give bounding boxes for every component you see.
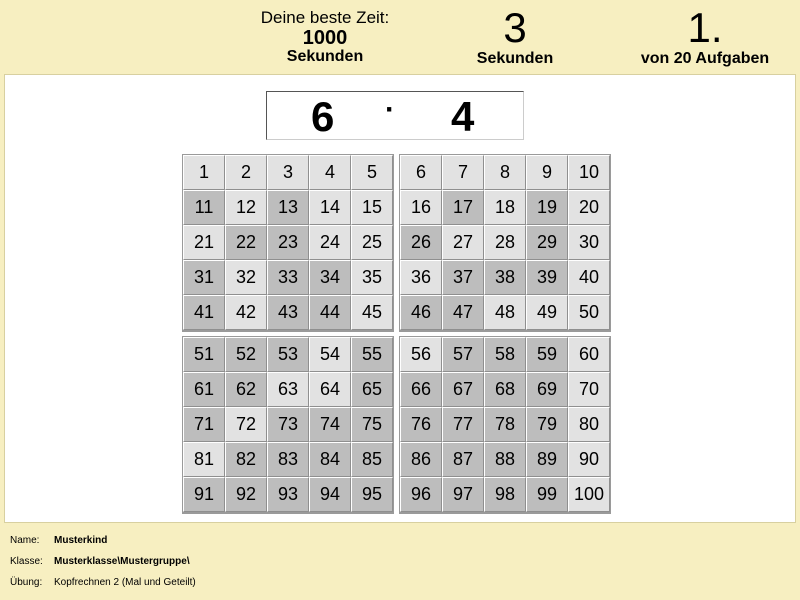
task-display [266,91,524,140]
operand-a: 6 [311,93,335,140]
number-cell-94[interactable]: 94 [309,477,351,512]
number-cell-1[interactable]: 1 [183,155,225,190]
number-cell-88[interactable]: 88 [484,442,526,477]
number-cell-74[interactable]: 74 [309,407,351,442]
number-cell-67[interactable]: 67 [442,372,484,407]
number-cell-17[interactable]: 17 [442,190,484,225]
number-cell-22[interactable]: 22 [225,225,267,260]
timer-unit: Sekunden [476,50,554,67]
number-cell-90[interactable]: 90 [568,442,610,477]
number-cell-58[interactable]: 58 [484,337,526,372]
number-cell-73[interactable]: 73 [267,407,309,442]
number-cell-79[interactable]: 79 [526,407,568,442]
number-cell-44[interactable]: 44 [309,295,351,330]
number-cell-72[interactable]: 72 [225,407,267,442]
number-block-1-50-right [399,154,611,332]
number-cell-4[interactable]: 4 [309,155,351,190]
number-cell-24[interactable]: 24 [309,225,351,260]
number-cell-76[interactable]: 76 [400,407,442,442]
number-cell-34[interactable]: 34 [309,260,351,295]
operand-b: 4 [451,93,475,140]
number-cell-25[interactable]: 25 [351,225,393,260]
number-cell-43[interactable]: 43 [267,295,309,330]
number-block-51-100-right [399,336,611,514]
number-cell-40[interactable]: 40 [568,260,610,295]
number-cell-71[interactable]: 71 [183,407,225,442]
name-label: Name: [10,535,40,546]
number-cell-28[interactable]: 28 [484,225,526,260]
number-cell-70[interactable]: 70 [568,372,610,407]
number-cell-59[interactable]: 59 [526,337,568,372]
number-cell-77[interactable]: 77 [442,407,484,442]
number-block-51-100-left [182,336,394,514]
number-cell-33[interactable]: 33 [267,260,309,295]
number-cell-38[interactable]: 38 [484,260,526,295]
number-cell-92[interactable]: 92 [225,477,267,512]
timer-value: 3 [503,4,527,51]
number-block-1-50-left [182,154,394,332]
number-cell-19[interactable]: 19 [526,190,568,225]
number-cell-46[interactable]: 46 [400,295,442,330]
task-progress [620,6,790,68]
number-cell-69[interactable]: 69 [526,372,568,407]
number-cell-12[interactable]: 12 [225,190,267,225]
number-cell-8[interactable]: 8 [484,155,526,190]
progress-value: 1. [687,4,723,51]
number-cell-51[interactable]: 51 [183,337,225,372]
number-cell-13[interactable]: 13 [267,190,309,225]
number-cell-66[interactable]: 66 [400,372,442,407]
number-cell-18[interactable]: 18 [484,190,526,225]
number-cell-31[interactable]: 31 [183,260,225,295]
number-cell-78[interactable]: 78 [484,407,526,442]
number-cell-54[interactable]: 54 [309,337,351,372]
number-cell-89[interactable]: 89 [526,442,568,477]
number-cell-26[interactable]: 26 [400,225,442,260]
best-time-label: Deine beste Zeit: [260,8,390,27]
number-cell-86[interactable]: 86 [400,442,442,477]
number-cell-41[interactable]: 41 [183,295,225,330]
number-cell-62[interactable]: 62 [225,372,267,407]
number-cell-93[interactable]: 93 [267,477,309,512]
number-cell-10[interactable]: 10 [568,155,610,190]
number-cell-36[interactable]: 36 [400,260,442,295]
number-cell-95[interactable]: 95 [351,477,393,512]
current-timer [455,6,575,68]
number-cell-98[interactable]: 98 [484,477,526,512]
number-cell-30[interactable]: 30 [568,225,610,260]
number-cell-23[interactable]: 23 [267,225,309,260]
best-time-display [240,8,410,66]
number-cell-14[interactable]: 14 [309,190,351,225]
number-cell-20[interactable]: 20 [568,190,610,225]
number-cell-11[interactable]: 11 [183,190,225,225]
number-cell-68[interactable]: 68 [484,372,526,407]
exercise-value: Kopfrechnen 2 (Mal und Geteilt) [54,577,196,588]
number-cell-47[interactable]: 47 [442,295,484,330]
number-cell-87[interactable]: 87 [442,442,484,477]
number-cell-75[interactable]: 75 [351,407,393,442]
number-cell-53[interactable]: 53 [267,337,309,372]
best-time-unit: Sekunden [286,48,364,65]
number-cell-45[interactable]: 45 [351,295,393,330]
number-cell-21[interactable]: 21 [183,225,225,260]
student-info [10,530,196,593]
progress-text: von 20 Aufgaben [640,50,770,67]
number-cell-7[interactable]: 7 [442,155,484,190]
number-cell-63[interactable]: 63 [267,372,309,407]
name-value: Musterkind [54,535,108,546]
number-cell-57[interactable]: 57 [442,337,484,372]
number-cell-3[interactable]: 3 [267,155,309,190]
class-value: Musterklasse\Mustergruppe\ [54,556,190,567]
number-cell-83[interactable]: 83 [267,442,309,477]
number-cell-99[interactable]: 99 [526,477,568,512]
number-cell-37[interactable]: 37 [442,260,484,295]
number-cell-16[interactable]: 16 [400,190,442,225]
number-cell-50[interactable]: 50 [568,295,610,330]
number-cell-15[interactable]: 15 [351,190,393,225]
number-cell-27[interactable]: 27 [442,225,484,260]
operator: · [385,93,395,126]
number-cell-56[interactable]: 56 [400,337,442,372]
class-label: Klasse: [10,556,43,567]
number-cell-64[interactable]: 64 [309,372,351,407]
number-cell-61[interactable]: 61 [183,372,225,407]
number-cell-32[interactable]: 32 [225,260,267,295]
number-cell-82[interactable]: 82 [225,442,267,477]
number-cell-60[interactable]: 60 [568,337,610,372]
number-cell-6[interactable]: 6 [400,155,442,190]
number-cell-96[interactable]: 96 [400,477,442,512]
number-cell-9[interactable]: 9 [526,155,568,190]
exercise-label: Übung: [10,577,43,588]
number-cell-35[interactable]: 35 [351,260,393,295]
number-cell-55[interactable]: 55 [351,337,393,372]
number-cell-52[interactable]: 52 [225,337,267,372]
number-cell-80[interactable]: 80 [568,407,610,442]
number-cell-100[interactable]: 100 [568,477,610,512]
number-cell-42[interactable]: 42 [225,295,267,330]
number-cell-81[interactable]: 81 [183,442,225,477]
number-cell-29[interactable]: 29 [526,225,568,260]
number-cell-91[interactable]: 91 [183,477,225,512]
number-cell-5[interactable]: 5 [351,155,393,190]
number-cell-49[interactable]: 49 [526,295,568,330]
number-cell-84[interactable]: 84 [309,442,351,477]
number-cell-2[interactable]: 2 [225,155,267,190]
number-cell-48[interactable]: 48 [484,295,526,330]
number-cell-39[interactable]: 39 [526,260,568,295]
number-cell-65[interactable]: 65 [351,372,393,407]
number-cell-97[interactable]: 97 [442,477,484,512]
best-time-value: 1000 [302,27,348,49]
number-cell-85[interactable]: 85 [351,442,393,477]
